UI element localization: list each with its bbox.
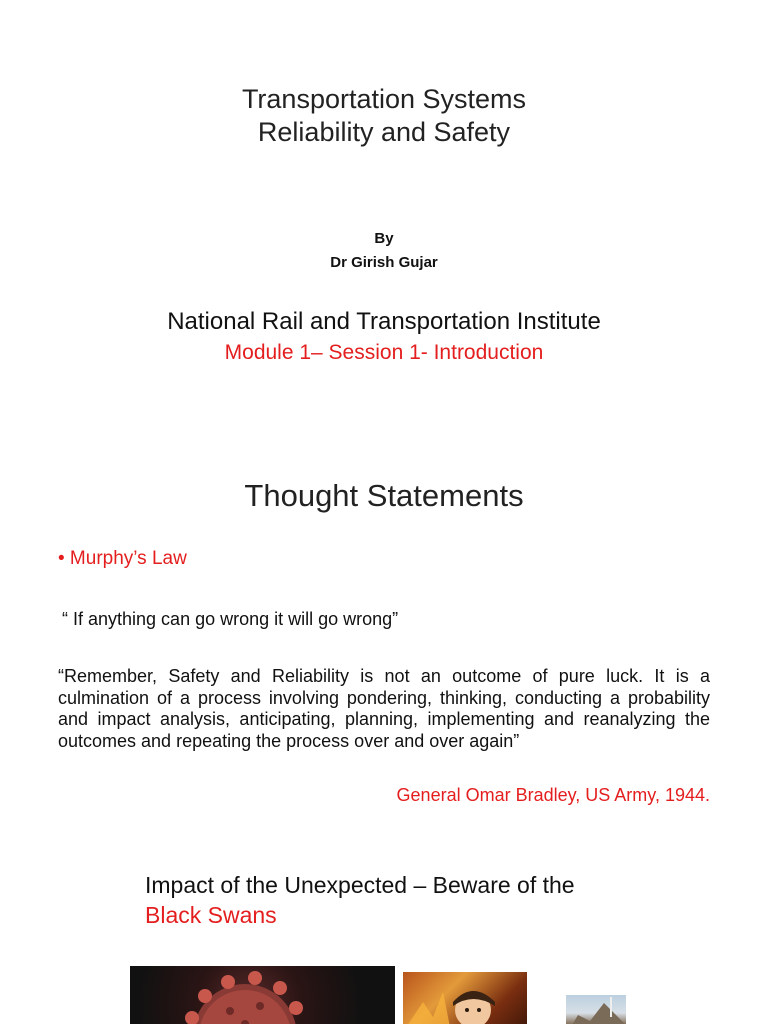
slide2-title: Thought Statements (244, 478, 524, 513)
module-label: Module 1– Session 1- Introduction (224, 341, 544, 364)
slide3-title (145, 870, 745, 930)
bradley-quote: “Remember, Safety and Reliability is not an outcome of pure luck. It is a culmination of a process involving pondering, thinking, conducting a probability and impact analysis, anticipating, planning, implementing and reanalyzing the outcomes and repeating the process over and over again” (58, 666, 710, 751)
black-swans-text: Black Swans (145, 902, 277, 928)
mountain-illustration (566, 995, 626, 1024)
slide1-title (0, 83, 768, 149)
slide1-title-line1: Transportation Systems (241, 84, 527, 114)
virus-illustration (130, 966, 395, 1024)
author-name: Dr Girish Gujar (330, 254, 438, 271)
murphys-law-quote: “ If anything can go wrong it will go wrong” (62, 609, 399, 629)
slide3-title-line1: Impact of the Unexpected – Beware of the (145, 872, 575, 898)
quote-attribution: General Omar Bradley, US Army, 1944. (396, 785, 710, 805)
murphys-law-bullet: • Murphy’s Law (58, 548, 187, 569)
fire-illustration (403, 972, 527, 1024)
virus-image (130, 966, 395, 1024)
slide1-title-line2: Reliability and Safety (257, 117, 511, 147)
by-label: By (374, 230, 394, 247)
mountain-image (566, 995, 626, 1024)
slide1-byline (0, 227, 768, 275)
fire-image (403, 972, 527, 1024)
institute-name: National Rail and Transportation Institute (167, 308, 601, 335)
